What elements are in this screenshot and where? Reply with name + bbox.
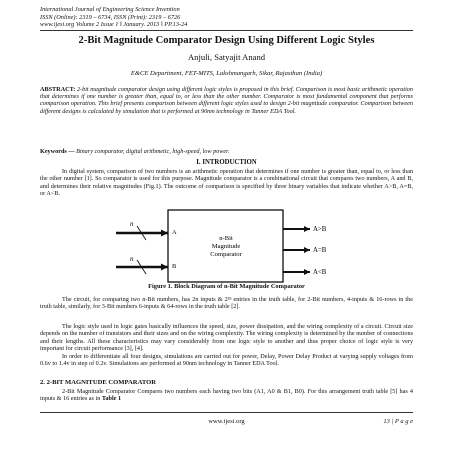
comparator-block	[168, 210, 283, 282]
block-label-line2: Magnitude	[211, 243, 241, 250]
paragraph-truth-table	[40, 296, 413, 311]
journal-issn: ISSN (Online): 2319 – 6734, ISSN (Print): 2319 – 6726	[40, 13, 181, 21]
output-eq-arrowhead	[304, 247, 310, 253]
abstract	[40, 86, 413, 115]
paragraph-2bit-comparator-text: 2-Bit Magnitude Comparator Compares two numbers each having two bits (A1, A0 & B1, B0). For this arrangement truth table [5] has 4 inputs & 16 entries as in	[40, 388, 413, 403]
paragraph-logic-style-text: The logic style used in logic gates basically influences the speed, size, power dissipation, and the wiring complexity of a circuit. Circuit size depends on the number of transistors and their sizes and on the wiring complexity. The wiring complexity is determined by the number of connections and their lengths. All these characteristics may vary considerably from one logic style to another and thus proper choice of logic style is very important for circuit performance [3], [4].	[40, 323, 413, 352]
input-b-label: B	[172, 263, 177, 270]
output-lt-arrowhead	[304, 269, 310, 275]
output-gt-arrowhead	[304, 226, 310, 232]
paragraph-2bit-comparator	[40, 388, 413, 403]
header-rule	[40, 30, 413, 31]
section-heading-introduction: I. INTRODUCTION	[196, 159, 257, 166]
paragraph-simulation	[40, 353, 413, 368]
keywords	[40, 148, 413, 155]
abstract-label: ABSTRACT:	[40, 86, 76, 93]
paper-title: 2-Bit Magnitude Comparator Design Using Different Logic Styles	[78, 35, 375, 46]
input-a-label: A	[172, 229, 177, 236]
footer-url[interactable]: www.ijesi.org	[208, 418, 245, 425]
input-b-width-label: n	[130, 255, 134, 263]
output-eq-label: A=B	[313, 247, 327, 254]
keywords-text: Binary comparator, digital arithmetic, high-speed, low power.	[76, 148, 230, 155]
journal-volume: www.ijesi.org Volume 2 Issue 1 ǁ January. 2013 ǁ PP.13-24	[40, 21, 188, 29]
abstract-text: 2-bit magnitude comparator design using different logic styles is proposed in this brief. Comparison is most basic arithmetic operation that determines if one number is greater than, equal to, or less than the other number. Comparator is most fundamental component that performs comparison operation. This brief presents comparison between different logic styles used to design 2-bit magnitude comparator. Comparison between different designs is calculated by simulation that is performed at 90nm technology in Tanner EDA Tool.	[40, 86, 413, 115]
intro-paragraph-text: In digital system, comparison of two numbers is an arithmetic operation that determines if one number is greater than, equal to, or less than the other number [1]. So comparator is used for this purpose. Magnitude comparator is a combinational circuit that compares two numbers, A and B, and determines their relative magnitudes (Fig.1). The outcome of comparison is specified by three binary variables that indicate whether A>B, A=B, or A<B.	[40, 168, 413, 197]
section-heading-2bit-comparator: 2. 2-BIT MAGNITUDE COMPARATOR	[40, 379, 157, 386]
paragraph-logic-style	[40, 323, 413, 352]
paragraph-truth-table-text: The circuit, for comparing two n-Bit numbers, has 2n inputs & 2²ⁿ entries in the truth table, for 2-Bit numbers, 4-inputs & 16-rows in the truth table, similarly, for 3-Bit numbers 6-inputs & 64-rows in the truth table [2].	[40, 296, 413, 311]
paper-affiliation: E&CE Department, FET-MITS, Lakshmangarh, Sikar, Rajasthan (India)	[130, 70, 323, 77]
journal-header	[40, 6, 420, 29]
block-label-line3: Comparator	[210, 251, 242, 258]
block-label-line1: n-Bit	[219, 235, 233, 242]
figure-caption: Figure 1. Block Diagram of n-Bit Magnitude Comparator	[148, 283, 305, 290]
input-b-arrowhead	[161, 264, 168, 271]
input-a-width-label: n	[130, 220, 134, 228]
input-a-arrowhead	[161, 230, 168, 237]
input-a-slash	[137, 226, 146, 240]
journal-name: International Journal of Engineering Science Invention	[40, 6, 180, 13]
paper-authors: Anjuli, Satyajit Anand	[187, 52, 266, 62]
intro-paragraph	[40, 168, 413, 197]
footer-rule	[40, 412, 413, 413]
output-gt-label: A>B	[313, 226, 327, 233]
keywords-label: Keywords —	[40, 148, 77, 155]
paragraph-simulation-text: In order to differentiate all four designs, simulations are carried out for power, Delay, Power Delay Product at varying supply voltages from 0.6v to 1.4v in step of 0.2v. Simulations are performed at 90nm technology in Tanner EDA Tool.	[40, 353, 413, 368]
input-b-slash	[137, 260, 146, 274]
output-lt-label: A<B	[313, 269, 327, 276]
footer-page-number: 13 | P a g e	[383, 418, 413, 425]
table-reference: Table 1	[101, 395, 122, 403]
